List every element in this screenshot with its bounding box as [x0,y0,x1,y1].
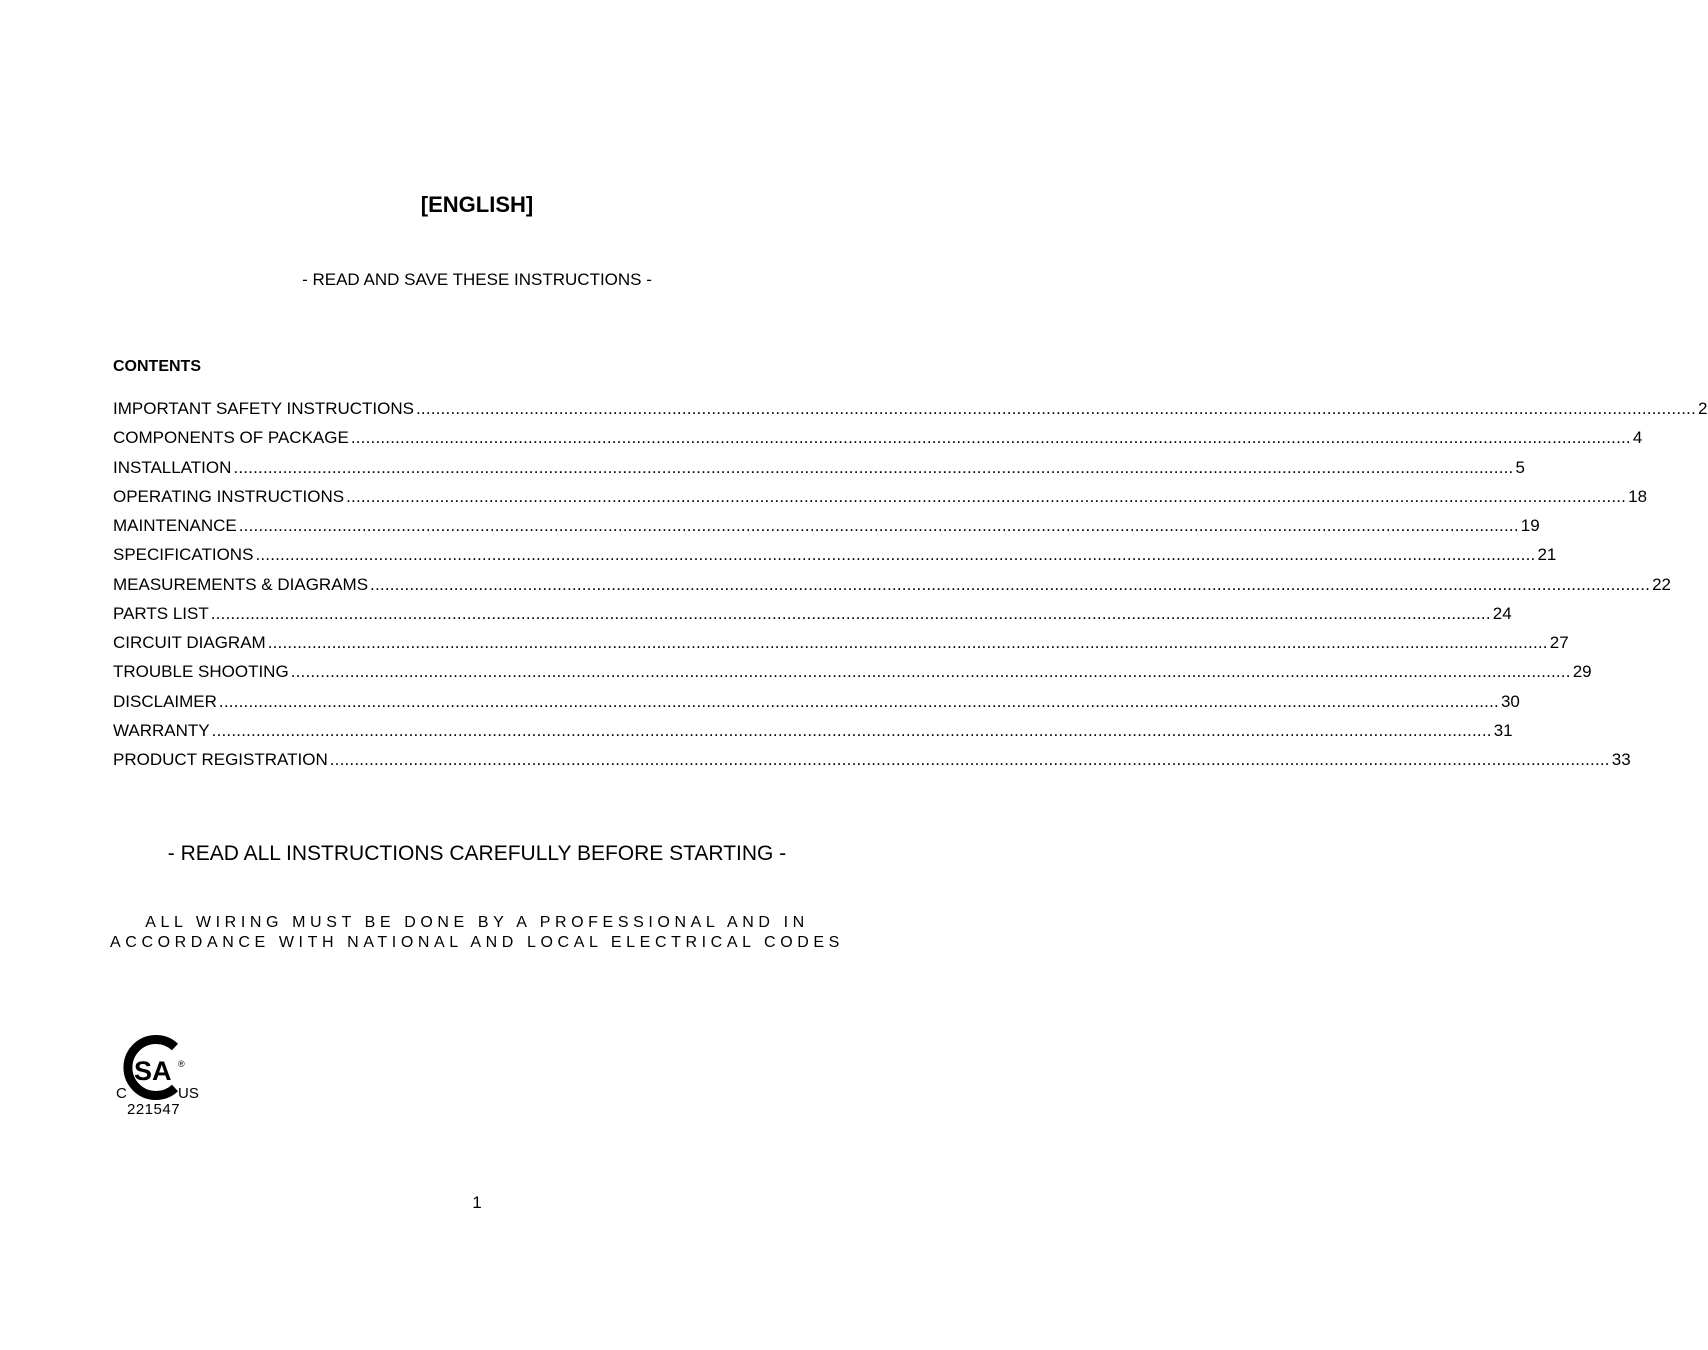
toc-entry-page-number: 27 [1549,633,1569,652]
toc-entry-page-number: 21 [1537,545,1557,565]
toc-entry-title: PRODUCT REGISTRATION [113,750,328,769]
csa-mark-letters: SA [134,1056,172,1086]
registered-trademark-symbol: ® [178,1059,185,1069]
read-all-instructions-notice: - READ ALL INSTRUCTIONS CAREFULLY BEFORE STARTING - [167,842,787,865]
csa-c-mark: C [116,1085,127,1102]
toc-entry-page-number: 33 [1611,750,1631,769]
toc-dot-leader: .................................................................................................................................................................................................................................................................... [329,750,1610,769]
toc-dot-leader: .................................................................................................................................................................................................................................................................... [211,720,1492,740]
toc-entry-page-number: 2 [1698,399,1708,418]
toc-entry [113,603,1512,632]
toc-entry [113,515,1540,544]
toc-entry [113,691,1520,720]
toc-entry-page-number: 30 [1500,691,1520,711]
toc-entry-title: IMPORTANT SAFETY INSTRUCTIONS [113,399,414,418]
toc-entry-title: MEASUREMENTS & DIAGRAMS [113,574,369,594]
toc-entry-page-number: 29 [1572,662,1592,682]
toc-entry [113,398,1708,427]
toc-entry [113,632,1569,661]
toc-entry-page-number: 24 [1492,603,1512,623]
toc-dot-leader: .................................................................................................................................................................................................................................................................... [218,691,1499,711]
toc-entry-page-number: 31 [1493,720,1513,740]
toc-entry-title: DISCLAIMER [113,691,217,711]
toc-entry-page-number: 18 [1628,486,1648,506]
toc-entry-title: COMPONENTS OF PACKAGE [113,428,349,448]
csa-us-mark: US [178,1085,199,1102]
toc-dot-leader: .................................................................................................................................................................................................................................................................... [238,516,1519,535]
toc-entry [113,544,1557,573]
toc-dot-leader: .................................................................................................................................................................................................................................................................... [255,545,1536,565]
wiring-notice-line: ALL WIRING MUST BE DONE BY A PROFESSIONAL AND IN [145,914,809,931]
contents-title: CONTENTS [113,358,201,375]
wiring-notice-line: ACCORDANCE WITH NATIONAL AND LOCAL ELECTRICAL CODES [110,934,844,951]
toc-dot-leader: .................................................................................................................................................................................................................................................................... [346,486,1627,506]
toc-entry [113,457,1525,486]
toc-entry-title: CIRCUIT DIAGRAM [113,633,266,652]
page-number: 1 [472,1193,482,1212]
toc-entry-page-number: 22 [1652,574,1671,594]
toc-entry-title: WARRANTY [113,720,210,740]
toc-entry-page-number: 5 [1515,457,1525,477]
toc-entry [113,574,1671,603]
toc-dot-leader: .................................................................................................................................................................................................................................................................... [290,662,1571,682]
toc-dot-leader: .................................................................................................................................................................................................................................................................... [210,603,1491,623]
toc-entry [113,486,1648,515]
toc-entry-title: MAINTENANCE [113,516,237,535]
language-heading: [ENGLISH] [420,192,534,217]
toc-entry-title: SPECIFICATIONS [113,545,254,565]
toc-entry [113,427,1643,456]
table-of-contents [113,398,1708,778]
toc-entry-title: TROUBLE SHOOTING [113,662,289,682]
toc-entry-title: PARTS LIST [113,603,209,623]
toc-dot-leader: .................................................................................................................................................................................................................................................................... [416,399,1697,418]
read-and-save-subheading: - READ AND SAVE THESE INSTRUCTIONS - [302,270,652,289]
toc-dot-leader: .................................................................................................................................................................................................................................................................... [350,428,1631,448]
toc-dot-leader: .................................................................................................................................................................................................................................................................... [370,574,1651,594]
wiring-notice [0,913,954,953]
toc-entry [113,720,1513,749]
toc-entry-title: OPERATING INSTRUCTIONS [113,486,345,506]
toc-entry-title: INSTALLATION [113,457,232,477]
toc-entry-page-number: 4 [1632,428,1643,448]
toc-dot-leader: .................................................................................................................................................................................................................................................................... [233,457,1514,477]
toc-entry [113,749,1631,778]
toc-entry [113,661,1592,690]
toc-dot-leader: .................................................................................................................................................................................................................................................................... [267,633,1548,652]
certification-number: 221547 [127,1101,181,1118]
toc-entry-page-number: 19 [1520,516,1540,535]
